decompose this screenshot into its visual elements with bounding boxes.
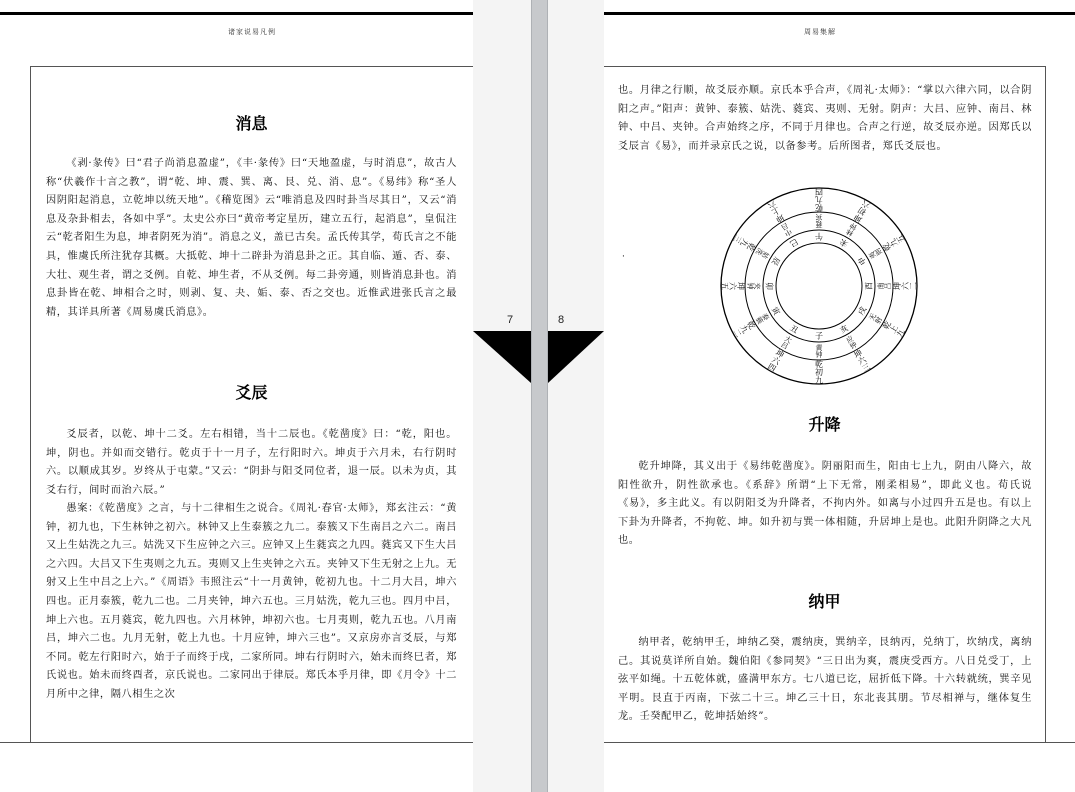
outer-ring-label: 乾上九 <box>880 319 907 339</box>
inner-ring-label: 巳 <box>788 237 801 249</box>
scrollbar-divider[interactable] <box>531 0 548 792</box>
header-rule <box>604 12 1075 15</box>
inner-ring-label: 午 <box>814 232 824 241</box>
outer-ring-label: 乾九四 <box>814 188 824 212</box>
inner-ring-label: 戌 <box>856 304 868 317</box>
paragraph: 乾升坤降，其义出于《易纬乾凿度》。阴丽阳而生，阳由七上九，阴由八降六，故阳性欲升，阴性欲承也。《系辞》所谓“上下无常，刚柔相易”，即此义也。荀氏说《易》，多主此义。有以阴阳爻为升降者，不拘内外。如离与小过四升五是也。有以上下卦为升降者，不拘乾、坤。如升初与巽一体相随，升居坤上是也。此阳升阴降之大凡也。 <box>618 461 1032 547</box>
inner-ring-label: 卯 <box>765 281 774 291</box>
outer-ring-label: 乾九五 <box>880 233 907 253</box>
frame-left-rule <box>30 66 31 742</box>
frame-bottom-rule <box>0 742 473 743</box>
middle-ring-label: 姑洗 <box>754 246 771 261</box>
inner-ring-label: 未 <box>837 237 850 249</box>
middle-ring-label: 应钟 <box>844 334 859 351</box>
middle-ring-label: 黄钟 <box>815 344 823 358</box>
middle-ring-label: 夷则 <box>867 246 884 261</box>
frame-top-rule <box>30 66 473 67</box>
outer-ring-label: 坤六五 <box>721 281 745 291</box>
middle-ring-label: 林钟 <box>844 221 859 238</box>
core-circle <box>776 243 862 329</box>
middle-ring-label: 泰簇 <box>754 311 771 326</box>
outer-ring-label: 乾九三 <box>731 233 758 253</box>
left-margin-gap <box>473 0 531 792</box>
frame-right-rule <box>1045 66 1046 742</box>
inner-ring-label: 寅 <box>770 304 782 317</box>
paragraph: 纳甲者，乾纳甲壬，坤纳乙癸，震纳庚，巽纳辛，艮纳丙，兑纳丁，坎纳戊，离纳己。其说莫详所自始。魏伯阳《参同契》“三日出为爽，震庚受西方。八日兑受丁，上弦平如绳。十五乾体就，盛满甲东方。七八道已讫，屈折低下降。十六转就统，巽辛见平明。艮直于丙南，下弦二十三。坤乙三十日，东北丧其朋。节尽相禅与，继体复生龙。壬癸配甲乙，乾坤括始终”。 <box>618 637 1032 723</box>
running-header: 诸家说易凡例 <box>228 28 276 36</box>
middle-ring-label: 蕤宾 <box>815 214 823 228</box>
inner-ring-label: 丑 <box>788 323 801 335</box>
inner-ring-label: 亥 <box>837 323 850 335</box>
page-turn-left-marker[interactable] <box>473 331 531 383</box>
middle-ring-label: 南吕 <box>877 282 891 290</box>
inner-ring-label: 子 <box>814 331 824 340</box>
paragraph: 也。月律之行顺，故爻辰亦顺。京氏本乎合声，《周礼·太师》：“掌以六律六同，以合阴阳之声。”阳声：黄钟、泰簇、姑洗、蕤宾、夷则、无射。阴声：大吕、应钟、南吕、林钟、中吕、夹钟。合声始终之序，不同于月律也。合声之行逆，故爻辰亦逆。因郑氏以爻辰言《易》，而并录京氏之说，以备参考。后所图者，郑氏爻辰也。 <box>618 85 1032 152</box>
page-turn-right-marker[interactable] <box>548 331 604 383</box>
middle-ring-label: 中吕 <box>779 221 794 238</box>
page-number-left: 7 <box>507 314 514 326</box>
outer-ring-label: 坤六四 <box>766 347 786 374</box>
right-margin-gap <box>548 0 604 792</box>
section-heading: 纳甲 <box>808 592 841 611</box>
inner-ring-label: 辰 <box>770 255 782 268</box>
page-number-right: 8 <box>558 314 565 326</box>
outer-ring-label: 乾九二 <box>731 319 758 339</box>
middle-ring-label: 夹钟 <box>747 282 761 290</box>
yaochen-diagram <box>714 186 924 386</box>
inner-ring-label: 申 <box>856 255 868 268</box>
section-heading: 消息 <box>235 114 268 133</box>
outer-ring-label: 坤六三 <box>852 347 872 374</box>
frame-top-rule <box>604 66 1045 67</box>
inner-ring-label: 酉 <box>864 281 873 291</box>
outer-ring-label: 乾初九 <box>814 360 824 384</box>
middle-ring-label: 大吕 <box>779 334 794 351</box>
section-heading: 升降 <box>808 415 841 434</box>
outer-ring-label: 坤六二 <box>893 281 917 291</box>
paragraph: 爻辰者，以乾、坤十二爻。左右相错，当十二辰也。《乾凿度》曰：“乾，阳也。坤，阴也。并如而交错行。乾贞于十一月子，左行阳时六。坤贞于六月未，右行阴时六。以顺成其岁。岁终从于屯蒙。”又云：“阴卦与阳爻同位者，退一辰。以未为贞，其爻右行，间时而治六辰。” <box>46 429 457 496</box>
paragraph: 《剥·彖传》曰“君子尚消息盈虚”，《丰·彖传》曰“天地盈虚，与时消息”，故古人称“伏羲作十言之教”，谓“乾、坤、震、巽、离、艮、兑、消、息”。《易纬》称“圣人因阴阳起消息，立乾坤以统天地”。《稽览图》云“唯消息及四时卦当尽其日”，又云“消息及杂卦相去，各如中孚”。太史公亦曰“黄帝考定星历，建立五行，起消息”，皇侃注云“乾者阳生为息，坤者阴死为消”。消息之义，盖已古矣。孟氏传其学，荀氏言之不能具，惟虞氏所注犹存其概。大抵乾、坤十二辟卦为消息卦之正。其自临、遁、否、泰、大壮、观生者，谓之爻例。自乾、坤生者，不从爻例。每二卦旁通，则皆消息卦也。消息卦皆在乾、坤相合之时，则剥、复、夬、姤、泰、否之交也。近惟武进张氏言之最精，其详具所著《周易虞氏消息》。 <box>46 158 457 318</box>
middle-ring-label: 无射 <box>867 311 884 326</box>
left-page <box>0 0 473 792</box>
header-rule <box>0 12 473 15</box>
paragraph: 愚案：《乾凿度》之言，与十二律相生之说合。《周礼·春官·太师》，郑玄注云：“黄钟，初九也，下生林钟之初六。林钟又上生泰簇之九二。泰簇又下生南吕之六二。南吕又上生姑洗之九三。姑洗又下生应钟之六三。应钟又上生蕤宾之九四。蕤宾又下生大吕之六四。大吕又下生夷则之九五。夷则又上生夹钟之六五。夹钟又下生无射之上九。无射又上生中吕之上六。”《周语》韦照注云“十一月黄钟，乾初九也。十二月大吕，坤六四也。正月泰簇，乾九二也。二月夹钟，坤六五也。三月姑洗，乾九三也。四月中吕，坤上六也。五月蕤宾，乾九四也。六月林钟，坤初六也。七月夷则，乾九五也。八月南吕，坤六二也。九月无射，乾上九也。十月应钟，坤六三也”。又京房亦言爻辰，与郑不同。乾左行阳时六，始于子而终于戌，二家所同。坤右行阴时六，始未而终巳者，郑氏说也。始未而终酉者，京氏说也。二家同出于律辰。郑氏本乎月律，即《月令》十二月所中之律，隔八相生之次 <box>46 503 457 700</box>
outer-ring-label: 坤初六 <box>852 198 872 225</box>
section-heading: 爻辰 <box>235 383 268 402</box>
inner-ring-circle <box>763 230 875 342</box>
running-header: 周易集解 <box>804 28 836 36</box>
right-page <box>604 0 1075 792</box>
outer-ring-label: 坤上六 <box>766 198 786 225</box>
stray-dot: · <box>622 252 625 262</box>
frame-bottom-rule <box>604 742 1075 743</box>
